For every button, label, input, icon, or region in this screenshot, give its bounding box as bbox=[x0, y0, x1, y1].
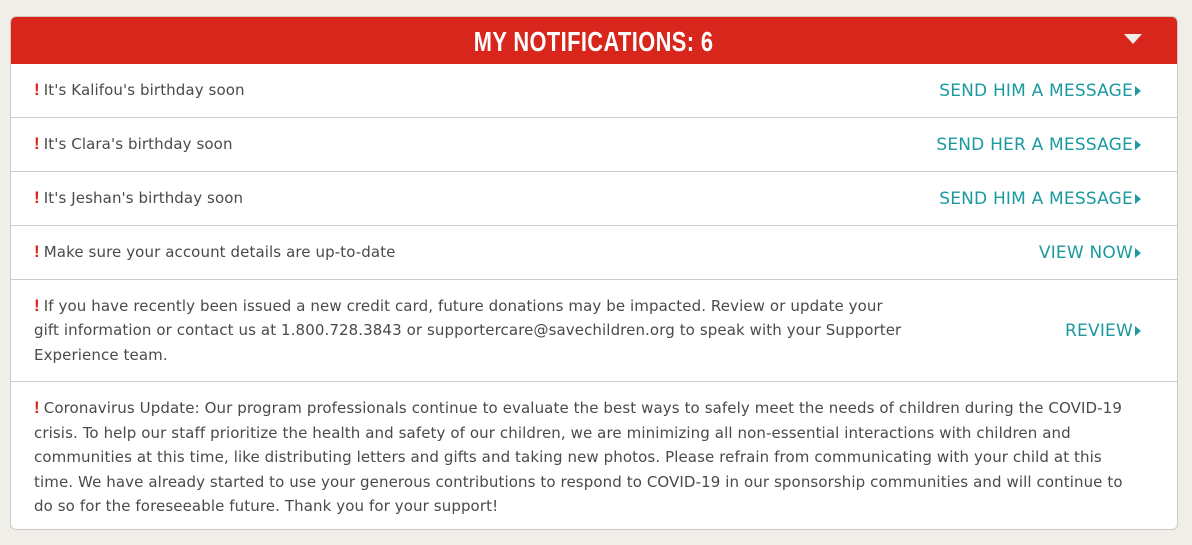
caret-right-icon bbox=[1135, 140, 1141, 150]
notification-item bbox=[11, 280, 1177, 382]
send-message-link-kalifou[interactable]: SEND HIM A MESSAGE bbox=[939, 81, 1141, 101]
notifications-title: MY NOTIFICATIONS: 6 bbox=[474, 26, 714, 57]
notification-text: It's Clara's birthday soon bbox=[43, 135, 233, 154]
notification-item bbox=[11, 118, 1177, 172]
alert-icon: ! bbox=[34, 242, 40, 262]
send-message-link-clara[interactable]: SEND HER A MESSAGE bbox=[936, 135, 1141, 155]
collapse-toggle-icon[interactable] bbox=[1124, 34, 1142, 44]
notification-item bbox=[11, 64, 1177, 118]
notification-text: Coronavirus Update: Our program professionals continue to evaluate the best ways to safely meet the needs of children during the COVID-19 crisis. To help our staff prioritize the health and safety of our children, we are minimizing all non-essential interactions with children and communities at this time, like distributing letters and gifts and taking new photos. Please refrain from communicating with your child at this time. We have already started to use your generous contributions to respond to COVID-19 in our sponsorship communities and will continue to do so for the foreseeable future. Thank you for your support! bbox=[34, 399, 1123, 515]
alert-icon: ! bbox=[34, 80, 40, 100]
view-now-link[interactable]: VIEW NOW bbox=[1039, 243, 1141, 263]
caret-right-icon bbox=[1135, 326, 1141, 336]
notification-text: It's Kalifou's birthday soon bbox=[43, 81, 245, 100]
notifications-header[interactable] bbox=[11, 17, 1177, 64]
caret-right-icon bbox=[1135, 248, 1141, 258]
notification-text: If you have recently been issued a new credit card, future donations may be impacted. Review or update your gift information or contact us at 1.800.728.3843 or supportercare@savechildren.org to speak with your Supporter Experience team. bbox=[34, 296, 902, 364]
alert-icon: ! bbox=[34, 134, 40, 154]
notification-item bbox=[11, 172, 1177, 226]
alert-icon: ! bbox=[34, 398, 40, 417]
caret-right-icon bbox=[1135, 86, 1141, 96]
notification-item bbox=[11, 226, 1177, 280]
notifications-panel bbox=[10, 16, 1178, 530]
notification-text: Make sure your account details are up-to-date bbox=[43, 243, 396, 262]
send-message-link-jeshan[interactable]: SEND HIM A MESSAGE bbox=[939, 189, 1141, 209]
notifications-list bbox=[11, 64, 1177, 530]
alert-icon: ! bbox=[34, 188, 40, 208]
notification-item bbox=[11, 382, 1177, 530]
notification-text: It's Jeshan's birthday soon bbox=[43, 189, 244, 208]
caret-right-icon bbox=[1135, 194, 1141, 204]
alert-icon: ! bbox=[34, 295, 40, 315]
review-link[interactable]: REVIEW bbox=[1065, 321, 1141, 341]
